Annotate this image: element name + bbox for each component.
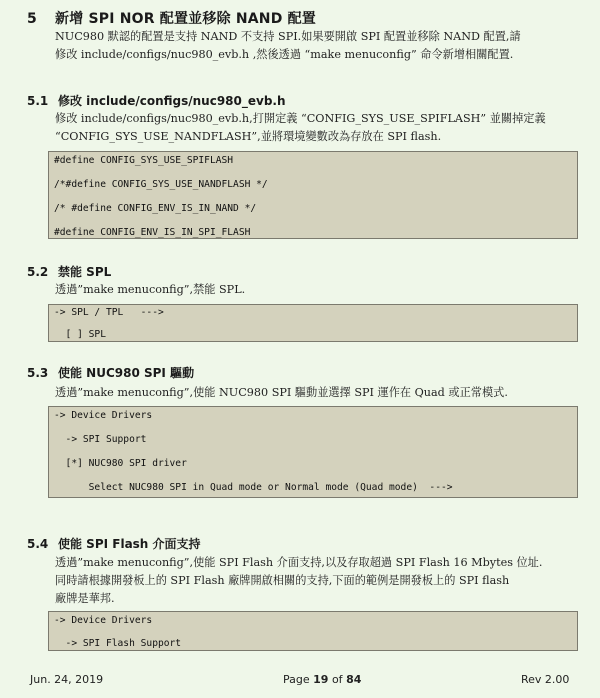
- section-5-heading: [27, 8, 316, 28]
- section-title: 禁能 SPL: [58, 265, 112, 279]
- code-line: Select NUC980 SPI in Quad mode or Normal mode (Quad mode) --->: [54, 482, 453, 493]
- paragraph-line: 修改 include/configs/nuc980_evb.h,打開定義 “CONFIG_SYS_USE_SPIFLASH” 並關掉定義: [55, 112, 546, 125]
- section-number: 5.3: [27, 366, 49, 380]
- section-number: 5.4: [27, 537, 49, 551]
- paragraph-line: 廠牌是華邦.: [55, 592, 115, 605]
- code-line: /*#define CONFIG_SYS_USE_NANDFLASH */: [54, 179, 268, 190]
- page-prefix: Page: [283, 673, 310, 686]
- code-line: #define CONFIG_SYS_USE_SPIFLASH: [54, 155, 234, 166]
- section-5-3-heading: [27, 364, 194, 381]
- section-5-2-heading: [27, 263, 111, 280]
- code-line: -> SPI Support: [54, 434, 147, 445]
- footer-date: Jun. 24, 2019: [30, 673, 104, 686]
- section-5-4-heading: [27, 535, 201, 552]
- section-title: 新增 SPI NOR 配置並移除 NAND 配置: [55, 11, 317, 27]
- section-title: 使能 NUC980 SPI 驅動: [58, 366, 195, 380]
- paragraph-line: 同時請根據開發板上的 SPI Flash 廠牌開啟相關的支持,下面的範例是開發板上的 SPI flash: [55, 574, 510, 587]
- section-number: 5.2: [27, 265, 49, 279]
- paragraph-line: 透過”make menuconfig”,使能 SPI Flash 介面支持,以及存取超過 SPI Flash 16 Mbytes 位址.: [55, 556, 543, 569]
- code-line: [ ] SPL: [54, 329, 106, 340]
- section-title: 使能 SPI Flash 介面支持: [58, 537, 201, 551]
- code-line: -> Device Drivers: [54, 410, 153, 421]
- section-5-1-heading: [27, 92, 286, 109]
- footer-revision: Rev 2.00: [521, 673, 570, 686]
- code-line: -> SPI Flash Support: [54, 638, 182, 649]
- code-line: -> SPL / TPL --->: [54, 307, 164, 318]
- code-block-spi-flash: [48, 611, 578, 651]
- section-title: 修改 include/configs/nuc980_evb.h: [58, 94, 286, 108]
- code-block-config-defines: [48, 151, 578, 239]
- paragraph-line: NUC980 默認的配置是支持 NAND 不支持 SPI.如果要開啟 SPI 配置並移除 NAND 配置,請: [55, 30, 521, 43]
- code-block-spi-driver: [48, 406, 578, 498]
- section-5-paragraph: [55, 28, 575, 64]
- paragraph-line: 透過”make menuconfig”,禁能 SPL.: [55, 283, 246, 296]
- section-5-3-paragraph: [55, 384, 575, 402]
- paragraph-line: “CONFIG_SYS_USE_NANDFLASH”,並將環境變數改為存放在 SPI flash.: [55, 130, 442, 143]
- code-line: #define CONFIG_ENV_IS_IN_SPI_FLASH: [54, 227, 251, 238]
- code-line: [*] NUC980 SPI driver: [54, 458, 187, 469]
- page-total: 84: [346, 673, 362, 686]
- section-5-4-paragraph: [55, 554, 575, 608]
- section-number: 5: [27, 11, 37, 27]
- page-of: of: [331, 673, 343, 686]
- section-5-1-paragraph: [55, 110, 575, 146]
- paragraph-line: 透過”make menuconfig”,使能 NUC980 SPI 驅動並選擇 SPI 運作在 Quad 或正常模式.: [55, 386, 508, 399]
- page-current: 19: [313, 673, 329, 686]
- paragraph-line: 修改 include/configs/nuc980_evb.h ,然後透過 “make menuconfig” 命令新增相關配置.: [55, 48, 514, 61]
- section-5-2-paragraph: [55, 281, 575, 299]
- footer-page-number: [283, 673, 361, 686]
- code-line: /* #define CONFIG_ENV_IS_IN_NAND */: [54, 203, 257, 214]
- code-block-spl: [48, 304, 578, 342]
- code-line: -> Device Drivers: [54, 615, 153, 626]
- section-number: 5.1: [27, 94, 49, 108]
